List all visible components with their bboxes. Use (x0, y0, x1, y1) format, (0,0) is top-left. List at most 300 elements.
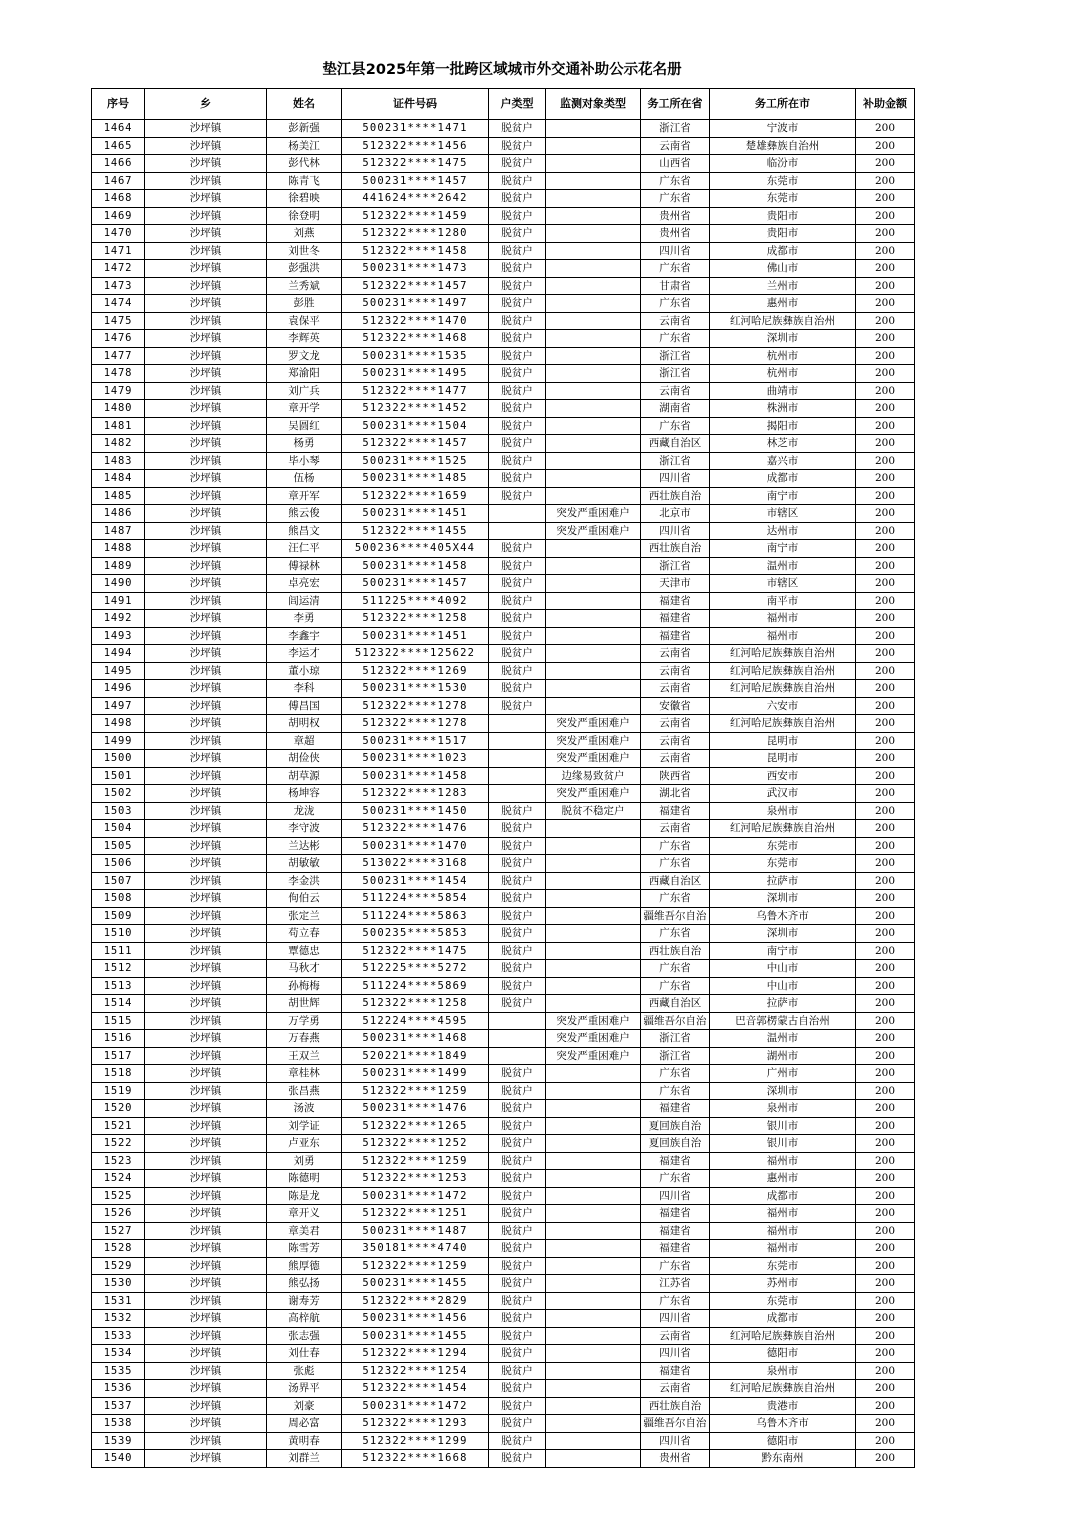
table-row (92, 207, 915, 225)
cell-province: 云南省 (641, 137, 710, 155)
cell-township: 沙坪镇 (145, 295, 267, 313)
cell-amount: 200 (856, 1310, 915, 1328)
cell-province: 疆维吾尔自治 (641, 1012, 710, 1030)
cell-id: 500231****1454 (342, 872, 489, 890)
table-row (92, 435, 915, 453)
cell-household-type: 脱贫户 (489, 1135, 546, 1153)
cell-name: 张彪 (267, 1362, 342, 1380)
table-row (92, 1327, 915, 1345)
table-row (92, 190, 915, 208)
table-row (92, 767, 915, 785)
cell-household-type: 脱贫户 (489, 1170, 546, 1188)
cell-id: 500231****1471 (342, 120, 489, 138)
cell-household-type: 脱贫户 (489, 662, 546, 680)
table-row (92, 242, 915, 260)
cell-name: 汪仁平 (267, 540, 342, 558)
table-row (92, 470, 915, 488)
cell-name: 刘豪 (267, 1397, 342, 1415)
table-row (92, 172, 915, 190)
table-row (92, 1100, 915, 1118)
cell-city: 昆明市 (710, 732, 856, 750)
cell-id: 511224****5869 (342, 977, 489, 995)
cell-city: 南宁市 (710, 942, 856, 960)
cell-name: 高梓航 (267, 1310, 342, 1328)
cell-township: 沙坪镇 (145, 540, 267, 558)
cell-household-type: 脱贫户 (489, 1397, 546, 1415)
cell-province: 福建省 (641, 1100, 710, 1118)
table-row (92, 1240, 915, 1258)
cell-id: 512322****1294 (342, 1345, 489, 1363)
cell-household-type: 脱贫户 (489, 680, 546, 698)
cell-name: 章开义 (267, 1205, 342, 1223)
cell-name: 杨勇 (267, 435, 342, 453)
cell-id: 511224****5854 (342, 890, 489, 908)
cell-id: 500231****1497 (342, 295, 489, 313)
cell-name: 王双兰 (267, 1047, 342, 1065)
cell-name: 佝伯云 (267, 890, 342, 908)
cell-name: 谢寿芳 (267, 1292, 342, 1310)
cell-household-type: 脱贫户 (489, 855, 546, 873)
cell-amount: 200 (856, 890, 915, 908)
cell-township: 沙坪镇 (145, 225, 267, 243)
table-row (92, 347, 915, 365)
table-row (92, 1310, 915, 1328)
cell-monitor-type (546, 1222, 641, 1240)
cell-seq: 1508 (92, 890, 145, 908)
cell-city: 六安市 (710, 697, 856, 715)
cell-township: 沙坪镇 (145, 347, 267, 365)
cell-monitor-type: 突发严重困难户 (546, 1012, 641, 1030)
cell-id: 512322****1475 (342, 942, 489, 960)
cell-id: 512322****1280 (342, 225, 489, 243)
cell-city: 东莞市 (710, 190, 856, 208)
cell-household-type: 脱贫户 (489, 1275, 546, 1293)
cell-household-type: 脱贫户 (489, 1415, 546, 1433)
cell-household-type: 脱贫户 (489, 452, 546, 470)
cell-id: 500231****1455 (342, 1275, 489, 1293)
cell-seq: 1480 (92, 400, 145, 418)
cell-city: 南宁市 (710, 540, 856, 558)
cell-monitor-type (546, 137, 641, 155)
cell-amount: 200 (856, 277, 915, 295)
cell-household-type: 脱贫户 (489, 330, 546, 348)
cell-province: 福建省 (641, 610, 710, 628)
cell-name: 胡俭侠 (267, 750, 342, 768)
cell-name: 伍杨 (267, 470, 342, 488)
cell-amount: 200 (856, 1065, 915, 1083)
cell-township: 沙坪镇 (145, 995, 267, 1013)
cell-household-type (489, 732, 546, 750)
table-row (92, 732, 915, 750)
cell-id: 512322****1278 (342, 715, 489, 733)
cell-seq: 1487 (92, 522, 145, 540)
cell-id: 512322****1259 (342, 1152, 489, 1170)
cell-amount: 200 (856, 1327, 915, 1345)
cell-city: 温州市 (710, 1030, 856, 1048)
cell-id: 512322****1468 (342, 330, 489, 348)
cell-township: 沙坪镇 (145, 1047, 267, 1065)
cell-household-type: 脱贫户 (489, 1310, 546, 1328)
cell-seq: 1495 (92, 662, 145, 680)
cell-seq: 1502 (92, 785, 145, 803)
cell-seq: 1474 (92, 295, 145, 313)
cell-province: 浙江省 (641, 1047, 710, 1065)
cell-seq: 1504 (92, 820, 145, 838)
cell-monitor-type (546, 1380, 641, 1398)
cell-household-type: 脱贫户 (489, 260, 546, 278)
cell-city: 红河哈尼族彝族自治州 (710, 820, 856, 838)
cell-seq: 1531 (92, 1292, 145, 1310)
cell-township: 沙坪镇 (145, 260, 267, 278)
cell-name: 毕小琴 (267, 452, 342, 470)
cell-seq: 1468 (92, 190, 145, 208)
cell-seq: 1470 (92, 225, 145, 243)
cell-monitor-type (546, 942, 641, 960)
cell-household-type: 脱贫户 (489, 977, 546, 995)
cell-id: 512322****1252 (342, 1135, 489, 1153)
cell-monitor-type (546, 855, 641, 873)
cell-province: 福建省 (641, 1205, 710, 1223)
cell-seq: 1471 (92, 242, 145, 260)
cell-province: 西壮族自治 (641, 1397, 710, 1415)
cell-city: 贵阳市 (710, 225, 856, 243)
cell-seq: 1535 (92, 1362, 145, 1380)
cell-township: 沙坪镇 (145, 1362, 267, 1380)
cell-monitor-type (546, 1257, 641, 1275)
cell-province: 疆维吾尔自治 (641, 1415, 710, 1433)
cell-province: 山西省 (641, 155, 710, 173)
cell-id: 512322****1470 (342, 312, 489, 330)
table-body (92, 120, 915, 1468)
table-row (92, 120, 915, 138)
cell-name: 章超 (267, 732, 342, 750)
col-header-city: 务工所在市 (710, 89, 856, 120)
cell-township: 沙坪镇 (145, 1397, 267, 1415)
cell-monitor-type: 突发严重困难户 (546, 785, 641, 803)
cell-id: 500235****5853 (342, 925, 489, 943)
cell-id: 512322****1477 (342, 382, 489, 400)
cell-amount: 200 (856, 802, 915, 820)
cell-township: 沙坪镇 (145, 190, 267, 208)
cell-city: 银川市 (710, 1135, 856, 1153)
cell-township: 沙坪镇 (145, 1012, 267, 1030)
cell-city: 湖州市 (710, 1047, 856, 1065)
cell-amount: 200 (856, 242, 915, 260)
table-row (92, 750, 915, 768)
cell-id: 500231****1485 (342, 470, 489, 488)
cell-amount: 200 (856, 347, 915, 365)
cell-township: 沙坪镇 (145, 1205, 267, 1223)
cell-seq: 1529 (92, 1257, 145, 1275)
cell-province: 云南省 (641, 820, 710, 838)
col-header-seq: 序号 (92, 89, 145, 120)
cell-township: 沙坪镇 (145, 120, 267, 138)
cell-city: 武汉市 (710, 785, 856, 803)
cell-seq: 1533 (92, 1327, 145, 1345)
cell-name: 孙梅梅 (267, 977, 342, 995)
cell-township: 沙坪镇 (145, 137, 267, 155)
cell-name: 熊昌文 (267, 522, 342, 540)
cell-township: 沙坪镇 (145, 662, 267, 680)
table-row (92, 1397, 915, 1415)
cell-name: 杨坤容 (267, 785, 342, 803)
cell-monitor-type: 突发严重困难户 (546, 732, 641, 750)
cell-city: 林芝市 (710, 435, 856, 453)
cell-amount: 200 (856, 610, 915, 628)
cell-amount: 200 (856, 1362, 915, 1380)
cell-household-type: 脱贫户 (489, 400, 546, 418)
cell-monitor-type (546, 872, 641, 890)
cell-monitor-type (546, 1117, 641, 1135)
cell-monitor-type (546, 207, 641, 225)
cell-city: 南宁市 (710, 487, 856, 505)
cell-township: 沙坪镇 (145, 1415, 267, 1433)
cell-amount: 200 (856, 697, 915, 715)
table-row (92, 1345, 915, 1363)
cell-city: 深圳市 (710, 925, 856, 943)
cell-province: 浙江省 (641, 120, 710, 138)
cell-province: 四川省 (641, 470, 710, 488)
cell-amount: 200 (856, 1432, 915, 1450)
table-row (92, 1432, 915, 1450)
cell-city: 黔东南州 (710, 1450, 856, 1468)
cell-seq: 1506 (92, 855, 145, 873)
cell-id: 512322****1475 (342, 155, 489, 173)
cell-id: 512322****1454 (342, 1380, 489, 1398)
cell-township: 沙坪镇 (145, 452, 267, 470)
cell-city: 楚雄彝族自治州 (710, 137, 856, 155)
cell-monitor-type (546, 382, 641, 400)
cell-township: 沙坪镇 (145, 837, 267, 855)
cell-household-type: 脱贫户 (489, 907, 546, 925)
cell-province: 西壮族自治 (641, 487, 710, 505)
cell-name: 董小琼 (267, 662, 342, 680)
cell-household-type: 脱贫户 (489, 1100, 546, 1118)
cell-amount: 200 (856, 715, 915, 733)
cell-amount: 200 (856, 1135, 915, 1153)
table-row (92, 592, 915, 610)
cell-township: 沙坪镇 (145, 1432, 267, 1450)
cell-seq: 1477 (92, 347, 145, 365)
cell-province: 云南省 (641, 1327, 710, 1345)
cell-household-type: 脱贫户 (489, 1362, 546, 1380)
cell-id: 500231****1517 (342, 732, 489, 750)
cell-township: 沙坪镇 (145, 400, 267, 418)
cell-city: 红河哈尼族彝族自治州 (710, 1327, 856, 1345)
cell-seq: 1475 (92, 312, 145, 330)
cell-monitor-type: 突发严重困难户 (546, 1030, 641, 1048)
table-row (92, 872, 915, 890)
cell-province: 浙江省 (641, 1030, 710, 1048)
cell-township: 沙坪镇 (145, 960, 267, 978)
table-row (92, 1135, 915, 1153)
cell-amount: 200 (856, 907, 915, 925)
cell-household-type: 脱贫户 (489, 802, 546, 820)
cell-city: 杭州市 (710, 347, 856, 365)
cell-city: 成都市 (710, 242, 856, 260)
cell-id: 512322****1476 (342, 820, 489, 838)
cell-amount: 200 (856, 1117, 915, 1135)
cell-household-type: 脱贫户 (489, 225, 546, 243)
cell-township: 沙坪镇 (145, 1170, 267, 1188)
cell-township: 沙坪镇 (145, 785, 267, 803)
table-row (92, 330, 915, 348)
table-row (92, 575, 915, 593)
cell-name: 李辉英 (267, 330, 342, 348)
cell-name: 彭胜 (267, 295, 342, 313)
cell-id: 500231****1473 (342, 260, 489, 278)
cell-province: 福建省 (641, 802, 710, 820)
cell-seq: 1524 (92, 1170, 145, 1188)
cell-monitor-type (546, 312, 641, 330)
cell-amount: 200 (856, 1100, 915, 1118)
cell-township: 沙坪镇 (145, 802, 267, 820)
cell-household-type: 脱贫户 (489, 610, 546, 628)
cell-city: 西安市 (710, 767, 856, 785)
cell-township: 沙坪镇 (145, 820, 267, 838)
cell-city: 东莞市 (710, 1292, 856, 1310)
cell-monitor-type (546, 1450, 641, 1468)
cell-seq: 1538 (92, 1415, 145, 1433)
cell-name: 刘勇 (267, 1152, 342, 1170)
cell-monitor-type (546, 1275, 641, 1293)
cell-amount: 200 (856, 1257, 915, 1275)
cell-amount: 200 (856, 557, 915, 575)
cell-amount: 200 (856, 1170, 915, 1188)
cell-province: 福建省 (641, 627, 710, 645)
cell-household-type: 脱贫户 (489, 365, 546, 383)
cell-name: 张志强 (267, 1327, 342, 1345)
table-row (92, 627, 915, 645)
cell-monitor-type (546, 995, 641, 1013)
cell-seq: 1515 (92, 1012, 145, 1030)
table-row (92, 487, 915, 505)
cell-township: 沙坪镇 (145, 1117, 267, 1135)
cell-province: 云南省 (641, 680, 710, 698)
cell-monitor-type: 脱贫不稳定户 (546, 802, 641, 820)
cell-seq: 1494 (92, 645, 145, 663)
cell-id: 500231****1450 (342, 802, 489, 820)
table-row (92, 802, 915, 820)
cell-amount: 200 (856, 225, 915, 243)
cell-province: 广东省 (641, 890, 710, 908)
cell-name: 彭新强 (267, 120, 342, 138)
cell-amount: 200 (856, 942, 915, 960)
cell-amount: 200 (856, 417, 915, 435)
cell-township: 沙坪镇 (145, 487, 267, 505)
cell-name: 傅昌国 (267, 697, 342, 715)
cell-city: 市辖区 (710, 575, 856, 593)
cell-name: 徐碧映 (267, 190, 342, 208)
cell-name: 李金洪 (267, 872, 342, 890)
cell-city: 曲靖市 (710, 382, 856, 400)
cell-household-type: 脱贫户 (489, 1152, 546, 1170)
cell-amount: 200 (856, 522, 915, 540)
cell-amount: 200 (856, 505, 915, 523)
cell-city: 成都市 (710, 1310, 856, 1328)
cell-amount: 200 (856, 732, 915, 750)
table-row (92, 417, 915, 435)
cell-household-type: 脱贫户 (489, 487, 546, 505)
cell-seq: 1467 (92, 172, 145, 190)
cell-id: 512322****1459 (342, 207, 489, 225)
cell-monitor-type (546, 365, 641, 383)
table-row (92, 365, 915, 383)
cell-township: 沙坪镇 (145, 942, 267, 960)
cell-township: 沙坪镇 (145, 697, 267, 715)
cell-amount: 200 (856, 995, 915, 1013)
cell-name: 张定兰 (267, 907, 342, 925)
cell-province: 西藏自治区 (641, 872, 710, 890)
cell-seq: 1465 (92, 137, 145, 155)
cell-city: 东莞市 (710, 837, 856, 855)
cell-id: 500231****1504 (342, 417, 489, 435)
cell-province: 福建省 (641, 1240, 710, 1258)
cell-amount: 200 (856, 662, 915, 680)
cell-province: 陕西省 (641, 767, 710, 785)
cell-household-type: 脱贫户 (489, 295, 546, 313)
cell-city: 杭州市 (710, 365, 856, 383)
cell-id: 512322****1278 (342, 697, 489, 715)
cell-township: 沙坪镇 (145, 627, 267, 645)
table-row (92, 1065, 915, 1083)
cell-province: 贵州省 (641, 225, 710, 243)
cell-province: 贵州省 (641, 1450, 710, 1468)
cell-township: 沙坪镇 (145, 277, 267, 295)
cell-monitor-type (546, 155, 641, 173)
cell-province: 四川省 (641, 1432, 710, 1450)
cell-township: 沙坪镇 (145, 1345, 267, 1363)
cell-name: 李运才 (267, 645, 342, 663)
table-row (92, 1275, 915, 1293)
cell-monitor-type (546, 837, 641, 855)
cell-township: 沙坪镇 (145, 242, 267, 260)
cell-name: 万学勇 (267, 1012, 342, 1030)
cell-amount: 200 (856, 1397, 915, 1415)
cell-township: 沙坪镇 (145, 155, 267, 173)
table-row (92, 382, 915, 400)
cell-household-type: 脱贫户 (489, 417, 546, 435)
cell-household-type: 脱贫户 (489, 1205, 546, 1223)
cell-city: 惠州市 (710, 1170, 856, 1188)
cell-province: 浙江省 (641, 347, 710, 365)
cell-household-type: 脱贫户 (489, 1257, 546, 1275)
table-row (92, 1047, 915, 1065)
cell-id: 512322****1253 (342, 1170, 489, 1188)
cell-id: 350181****4740 (342, 1240, 489, 1258)
cell-seq: 1498 (92, 715, 145, 733)
cell-seq: 1521 (92, 1117, 145, 1135)
cell-monitor-type (546, 1205, 641, 1223)
cell-amount: 200 (856, 435, 915, 453)
cell-seq: 1517 (92, 1047, 145, 1065)
cell-amount: 200 (856, 382, 915, 400)
cell-amount: 200 (856, 627, 915, 645)
cell-name: 胡世辉 (267, 995, 342, 1013)
cell-monitor-type (546, 452, 641, 470)
cell-city: 南平市 (710, 592, 856, 610)
cell-id: 500231****1457 (342, 575, 489, 593)
table-row (92, 540, 915, 558)
cell-amount: 200 (856, 872, 915, 890)
cell-monitor-type (546, 1065, 641, 1083)
cell-amount: 200 (856, 190, 915, 208)
cell-province: 广东省 (641, 837, 710, 855)
cell-city: 揭阳市 (710, 417, 856, 435)
cell-seq: 1500 (92, 750, 145, 768)
cell-seq: 1516 (92, 1030, 145, 1048)
cell-household-type: 脱贫户 (489, 1432, 546, 1450)
